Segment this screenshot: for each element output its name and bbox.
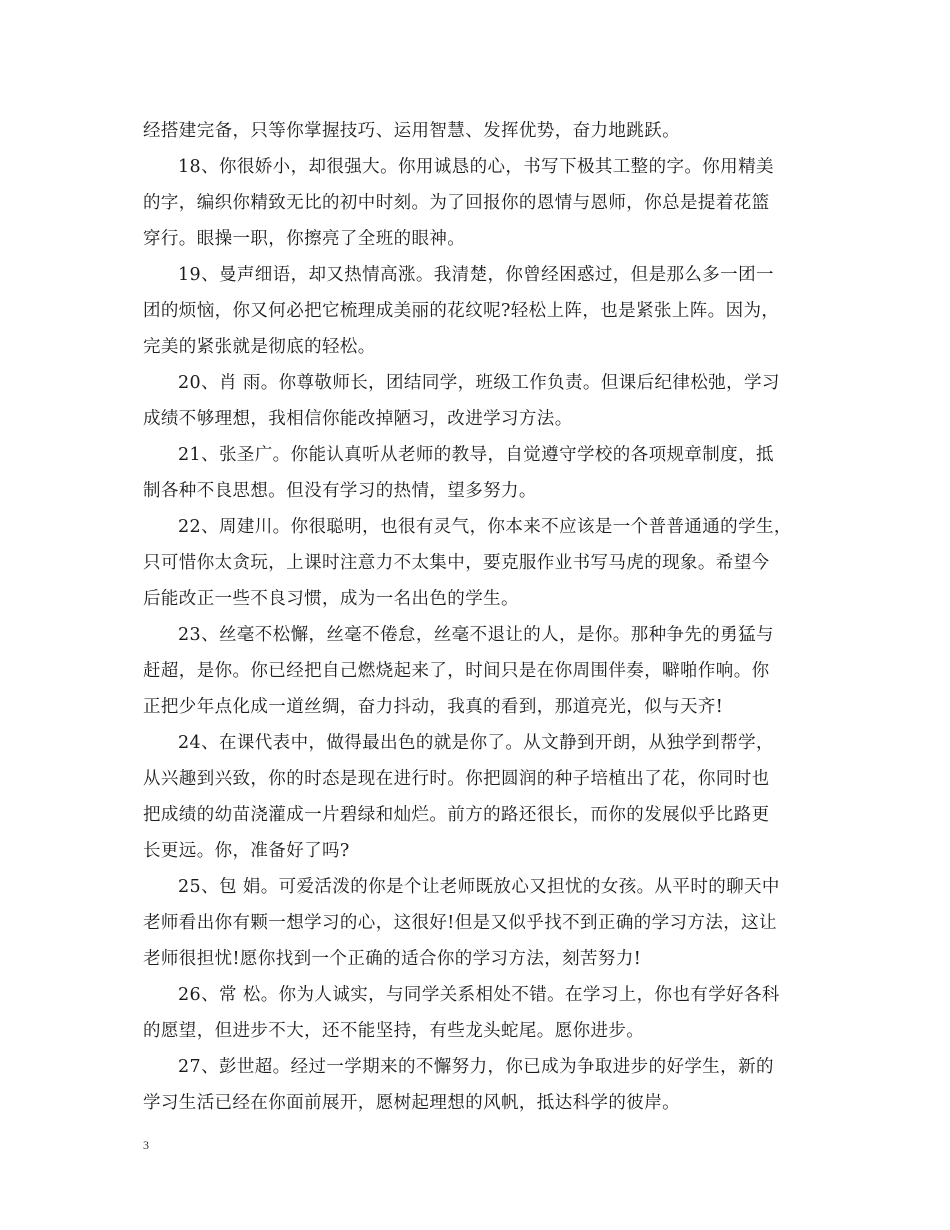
text-line: 制各种不良思想。但没有学习的热情，望多努力。 xyxy=(143,481,537,501)
text-line: 24、在课代表中，做得最出色的就是你了。从文静到开朗，从独学到帮学， xyxy=(178,733,774,753)
text-line: 穿行。眼操一职，你擦亮了全班的眼神。 xyxy=(143,229,466,249)
text-line: 赶超，是你。你已经把自己燃烧起来了，时间只是在你周围伴奏，噼啪作响。你 xyxy=(143,661,770,681)
text-line: 把成绩的幼苗浇灌成一片碧绿和灿烂。前方的路还很长，而你的发展似乎比路更 xyxy=(143,805,770,825)
page-number: 3 xyxy=(143,1138,149,1152)
text-line: 的字，编织你精致无比的初中时刻。为了回报你的恩情与恩师，你总是提着花篮 xyxy=(143,193,770,213)
text-line: 从兴趣到兴致，你的时态是现在进行时。你把圆润的种子培植出了花，你同时也 xyxy=(143,769,770,789)
text-line: 学习生活已经在你面前展开，愿树起理想的风帆，抵达科学的彼岸。 xyxy=(143,1093,680,1113)
text-line: 完美的紧张就是彻底的轻松。 xyxy=(143,337,376,357)
text-line: 22、周建川。你很聪明，也很有灵气，你本来不应该是一个普普通通的学生， xyxy=(178,517,792,537)
text-line: 25、包 娟。可爱活泼的你是个让老师既放心又担忧的女孩。从平时的聊天中 xyxy=(178,877,780,897)
text-line: 18、你很娇小，却很强大。你用诚恳的心，书写下极其工整的字。你用精美 xyxy=(178,157,774,177)
text-line: 19、曼声细语，却又热情高涨。我清楚，你曾经困惑过，但是那么多一团一 xyxy=(178,265,774,285)
text-line: 老师看出你有颗一想学习的心，这很好!但是又似乎找不到正确的学习方法，这让 xyxy=(143,913,777,933)
text-line: 经搭建完备，只等你掌握技巧、运用智慧、发挥优势，奋力地跳跃。 xyxy=(143,121,680,141)
text-line: 老师很担忧!愿你找到一个正确的适合你的学习方法，刻苦努力! xyxy=(143,949,642,969)
text-line: 只可惜你太贪玩，上课时注意力不太集中，要克服作业书写马虎的现象。希望今 xyxy=(143,553,770,573)
text-line: 26、常 松。你为人诚实，与同学关系相处不错。在学习上，你也有学好各科 xyxy=(178,985,780,1005)
text-line: 的愿望，但进步不大，还不能坚持，有些龙头蛇尾。愿你进步。 xyxy=(143,1021,645,1041)
text-line: 20、肖 雨。你尊敬师长，团结同学，班级工作负责。但课后纪律松弛，学习 xyxy=(178,373,780,393)
text-line: 27、彭世超。经过一学期来的不懈努力，你已成为争取进步的好学生，新的 xyxy=(178,1057,774,1077)
text-line: 正把少年点化成一道丝绸，奋力抖动，我真的看到，那道亮光，似与天齐! xyxy=(143,697,724,717)
text-line: 长更远。你，准备好了吗? xyxy=(143,841,350,861)
text-line: 23、丝毫不松懈，丝毫不倦怠，丝毫不退让的人，是你。那种争先的勇猛与 xyxy=(178,625,774,645)
text-line: 21、张圣广。你能认真听从老师的教导，自觉遵守学校的各项规章制度，抵 xyxy=(178,445,774,465)
text-line: 团的烦恼，你又何必把它梳理成美丽的花纹呢?轻松上阵，也是紧张上阵。因为， xyxy=(143,301,780,321)
text-line: 后能改正一些不良习惯，成为一名出色的学生。 xyxy=(143,589,519,609)
text-line: 成绩不够理想，我相信你能改掉陋习，改进学习方法。 xyxy=(143,409,573,429)
document-body xyxy=(143,113,815,1121)
